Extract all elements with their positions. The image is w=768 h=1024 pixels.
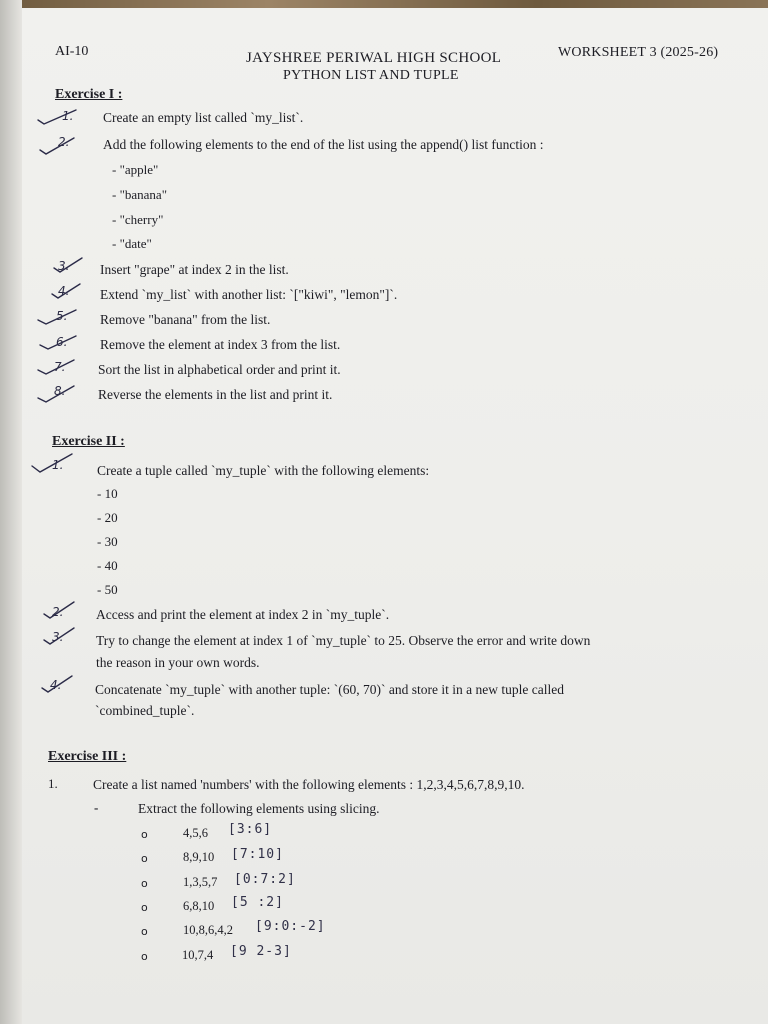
class-code: AI-10 — [55, 44, 89, 59]
ex2-item-4b: `combined_tuple`. — [95, 703, 195, 718]
ex2-item-3b: the reason in your own words. — [96, 655, 260, 670]
slice-answer: [3:6] — [228, 822, 273, 837]
item-number: 8. — [54, 384, 66, 398]
item-number: 1. — [52, 458, 64, 472]
ex2-item-3a: Try to change the element at index 1 of `my_tuple` to 25. Observe the error and write down — [96, 633, 591, 648]
worksheet-subtitle: PYTHON LIST AND TUPLE — [283, 68, 459, 83]
ex1-item-7: Sort the list in alphabetical order and print it. — [98, 362, 341, 377]
slice-value: 6,8,10 — [183, 899, 215, 913]
item-number: 1. — [48, 776, 58, 791]
ex1-item-6: Remove the element at index 3 from the list. — [100, 337, 341, 352]
table-edge — [0, 0, 768, 8]
item-number: 1. — [62, 109, 74, 123]
ex3-slicing-instruction: Extract the following elements using slicing. — [138, 801, 380, 816]
ex2-item-1: Create a tuple called `my_tuple` with the following elements: — [97, 463, 430, 478]
item-number: 3. — [52, 630, 64, 644]
bullet-icon: o — [141, 877, 148, 890]
bullet-icon: o — [141, 950, 148, 963]
item-number: 7. — [54, 360, 66, 374]
tuple-value-40: - 40 — [97, 558, 118, 573]
ex1-item-5: Remove "banana" from the list. — [100, 312, 271, 327]
bullet-icon: o — [141, 925, 148, 938]
exercise-2-heading: Exercise II : — [52, 434, 125, 449]
ex1-item-1: Create an empty list called `my_list`. — [103, 110, 304, 125]
slice-value: 10,8,6,4,2 — [183, 923, 233, 937]
fruit-apple: - "apple" — [112, 162, 159, 177]
tick-marks-icon — [36, 108, 86, 408]
exercise-1-heading: Exercise I : — [55, 87, 123, 102]
slice-value: 4,5,6 — [183, 826, 208, 840]
ex1-item-3: Insert "grape" at index 2 in the list. — [100, 262, 289, 277]
tuple-value-20: - 20 — [97, 510, 118, 525]
slice-answer: [9:0:-2] — [255, 919, 326, 934]
slice-answer: [5 :2] — [231, 895, 284, 910]
paper-shadow — [0, 0, 22, 1024]
item-number: 3. — [58, 259, 70, 273]
slice-answer: [7:10] — [231, 847, 284, 862]
slice-value: 8,9,10 — [183, 850, 215, 864]
item-number: 2. — [52, 605, 64, 619]
tuple-value-10: - 10 — [97, 486, 118, 501]
fruit-cherry: - "cherry" — [112, 212, 164, 227]
slice-value: 10,7,4 — [182, 948, 214, 962]
bullet-icon: o — [141, 901, 148, 914]
item-number: 4. — [58, 284, 70, 298]
slice-answer: [0:7:2] — [234, 872, 296, 887]
item-number: 4. — [50, 678, 62, 692]
tuple-value-30: - 30 — [97, 534, 118, 549]
tuple-value-50: - 50 — [97, 582, 118, 597]
worksheet-number: WORKSHEET 3 (2025-26) — [558, 45, 719, 60]
exercise-3-heading: Exercise III : — [48, 749, 127, 764]
slice-value: 1,3,5,7 — [183, 875, 218, 889]
fruit-banana: - "banana" — [112, 187, 168, 202]
fruit-date: - "date" — [112, 236, 152, 251]
ex1-item-8: Reverse the elements in the list and print it. — [98, 387, 333, 402]
tick-marks-icon — [30, 452, 80, 697]
item-number: 6. — [56, 335, 68, 349]
ex2-item-4a: Concatenate `my_tuple` with another tuple: `(60, 70)` and store it in a new tuple called — [95, 682, 564, 697]
ex1-item-4: Extend `my_list` with another list: `["kiwi", "lemon"]`. — [100, 287, 398, 302]
ex3-item-1: Create a list named 'numbers' with the following elements : 1,2,3,4,5,6,7,8,9,10. — [93, 777, 525, 792]
slice-answer: [9 2-3] — [230, 944, 292, 959]
ex2-item-2: Access and print the element at index 2 in `my_tuple`. — [96, 607, 390, 622]
ex1-item-2: Add the following elements to the end of the list using the append() list function : — [103, 137, 544, 152]
bullet-icon: o — [141, 828, 148, 841]
item-number: 5. — [56, 309, 68, 323]
bullet-icon: o — [141, 852, 148, 865]
item-number: 2. — [58, 135, 70, 149]
dash: - — [94, 800, 99, 815]
school-name: JAYSHREE PERIWAL HIGH SCHOOL — [246, 50, 502, 66]
